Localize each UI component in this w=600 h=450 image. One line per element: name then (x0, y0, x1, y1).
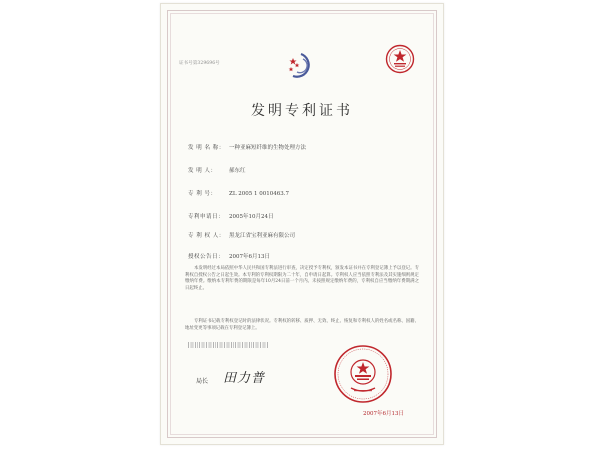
field-label: 专 利 权 人： (188, 233, 225, 239)
field-value: 2007年6月13日 (229, 254, 270, 260)
director-label: 局长 (196, 378, 209, 385)
field-value: 黑龙江省宝利亚麻有限公司 (229, 233, 296, 239)
field-invention-name (188, 145, 306, 152)
barcode (188, 342, 268, 348)
top-red-seal-icon (385, 44, 415, 74)
director-signature: 田力普 (223, 371, 266, 386)
field-value: ZL 2005 1 0010463.7 (229, 191, 289, 197)
certificate-body-paragraph: 专利证书记载专利权登记时的法律状况。专利权的转移、质押、无效、终止、恢复和专利权人的姓名或名称、国籍、地址变更等事项记载在专利登记簿上。 (185, 319, 419, 331)
stamp-date: 2007年6月13日 (363, 411, 404, 417)
field-grant-date (188, 254, 270, 261)
field-value: 郝东红 (229, 168, 246, 174)
field-value: 2005年10月24日 (229, 214, 274, 220)
national-ip-office-seal-icon (333, 344, 393, 404)
certificate-title: 发明专利证书 (251, 103, 353, 119)
field-patentee (188, 233, 295, 240)
certificate-body-paragraph: 本发明经过本局依照中华人民共和国专利法进行审查，决定授予专利权，颁发本证书并在专利登记簿上予以登记。专利权自授权公告之日起生效。本专利的专利权期限为二十年，自申请日起算。专利权人应当依照专利法及其实施细则规定缴纳年费。缴纳本专利年费的期限是每年10月24日前一个月内。未按照规定缴纳年费的，专利权自应当缴纳年费期满之日起终止。 (185, 266, 419, 292)
field-application-date (188, 214, 274, 221)
patent-certificate (160, 3, 444, 445)
field-value: 一种亚麻短纤维的生物处理方法 (229, 145, 307, 151)
field-label: 发 明 名 称： (188, 145, 225, 151)
sipo-emblem-icon (287, 50, 317, 84)
field-label: 专 利 号： (188, 191, 217, 197)
field-inventor (188, 168, 246, 175)
field-patent-number (188, 191, 289, 198)
field-label: 发 明 人： (188, 168, 217, 174)
field-label: 专利申请日： (188, 214, 225, 220)
field-label: 授权公告日： (188, 254, 225, 260)
certificate-number: 证书号第329696号 (179, 61, 220, 66)
